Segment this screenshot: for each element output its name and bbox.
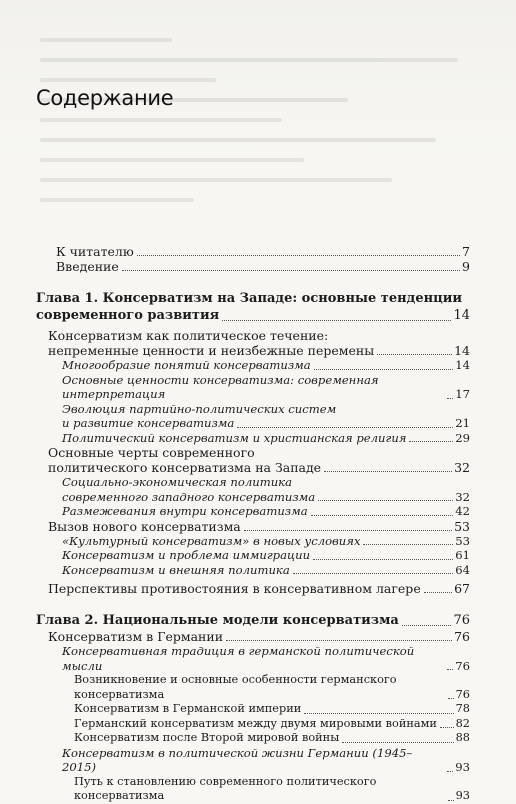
leader-dots: [447, 771, 453, 772]
toc-entry-text: Размежевания внутри консерватизма: [62, 504, 308, 518]
toc-subsection[interactable]: [36, 504, 470, 519]
page-number: 76: [453, 613, 470, 628]
leader-dots: [363, 544, 453, 545]
leader-dots: [342, 742, 453, 743]
leader-dots: [409, 441, 453, 442]
toc-entry-text: и развитие консерватизма: [62, 416, 235, 430]
toc-entry-text: Германский консерватизм между двумя мировыми войнами: [74, 716, 437, 730]
leader-dots: [293, 573, 453, 574]
page-number: 29: [455, 430, 470, 445]
toc-section-main-features[interactable]: [36, 445, 470, 475]
page-number: 61: [455, 548, 470, 562]
page-number: 14: [455, 358, 470, 372]
page-number: 14: [453, 308, 470, 323]
toc-entry-text: Политический консерватизм и христианская религия: [62, 430, 407, 445]
leader-dots: [311, 515, 454, 516]
page-number: 32: [455, 489, 470, 504]
toc-entry-text: Консерватизм и внешняя политика: [62, 562, 290, 577]
toc-entry-text: Консерватизм и проблема иммиграции: [62, 548, 311, 562]
toc-entry-text: Основные ценности консерватизма: современная интерпретация: [62, 372, 379, 401]
page-number: 53: [454, 518, 470, 534]
toc-section-political-current[interactable]: [36, 328, 470, 358]
leader-dots: [304, 713, 453, 714]
leader-dots: [137, 255, 460, 256]
toc-entry-text: политического консерватизма на Западе: [48, 460, 322, 475]
page-number: 14: [454, 343, 470, 358]
leader-dots: [377, 354, 452, 355]
toc-subsection[interactable]: [36, 644, 470, 673]
toc-entry-text: К читателю: [56, 244, 134, 259]
page-number: 17: [455, 387, 470, 401]
page-number: 93: [455, 760, 470, 774]
page-number: 78: [455, 702, 470, 715]
leader-dots: [324, 471, 452, 472]
toc-entry-text: Возникновение и основные особенности германского консерватизма: [74, 673, 397, 701]
leader-dots: [313, 559, 453, 560]
page-number: 67: [454, 581, 470, 596]
toc-entry-text: Вызов нового консерватизма: [48, 518, 241, 534]
page-title: Содержание: [36, 86, 174, 110]
toc-entry-text: Консерватизм после Второй мировой войны: [74, 731, 340, 744]
toc-section-new-conservatism[interactable]: [36, 519, 470, 534]
toc-entry-text: Эволюция партийно-политических систем: [62, 401, 337, 416]
page-number: 64: [455, 562, 470, 577]
toc-subsubsection[interactable]: [36, 717, 470, 732]
page-number: 32: [454, 460, 470, 475]
page-number: 93: [455, 789, 470, 802]
toc-subsection[interactable]: [36, 746, 470, 775]
leader-dots: [222, 320, 451, 321]
page-number: 7: [462, 244, 470, 259]
leader-dots: [122, 270, 460, 271]
page-number: 76: [455, 658, 470, 673]
page-number: 88: [455, 731, 470, 744]
page-number: 76: [454, 629, 470, 644]
toc-entry-text: Консерватизм как политическое течение:: [48, 328, 329, 343]
toc-subsection[interactable]: [36, 548, 470, 563]
toc-subsection[interactable]: [36, 563, 470, 578]
page-number: 21: [455, 416, 470, 430]
toc-entry-text: Консервативная традиция в германской политической мысли: [62, 644, 415, 673]
page-number: 42: [455, 504, 470, 518]
toc-entry-introduction[interactable]: [36, 259, 470, 274]
leader-dots: [448, 698, 454, 699]
toc-entry-text: непременные ценности и неизбежные перемены: [48, 343, 375, 358]
toc-subsubsection[interactable]: [36, 731, 470, 746]
toc-entry-text: современного западного консерватизма: [62, 489, 316, 504]
toc-entry-text: «Культурный консерватизм» в новых условиях: [62, 533, 361, 548]
leader-dots: [244, 530, 452, 531]
leader-dots: [424, 592, 452, 593]
leader-dots: [447, 669, 453, 670]
toc-entry-text: Перспективы противостояния в консервативном лагере: [48, 581, 421, 596]
page-number: 82: [455, 716, 470, 730]
toc-subsection[interactable]: [36, 475, 470, 504]
toc-entry-text: Путь к становлению современного политического консерватизма: [74, 774, 377, 802]
bleed-through-text: [40, 38, 480, 238]
toc-entry-text: Глава 2. Национальные модели консерватизма: [36, 613, 399, 628]
toc-subsubsection[interactable]: [36, 775, 470, 804]
toc-entry-to-reader[interactable]: [36, 244, 470, 259]
leader-dots: [402, 625, 452, 626]
leader-dots: [226, 640, 452, 641]
toc-chapter-2[interactable]: [36, 612, 470, 629]
toc-entry-text: Введение: [56, 259, 119, 274]
toc-subsection[interactable]: [36, 534, 470, 549]
page-number: 9: [462, 259, 470, 274]
toc-entry-text: Глава 1. Консерватизм на Западе: основные тенденции: [36, 291, 462, 306]
toc-subsubsection[interactable]: [36, 702, 470, 717]
leader-dots: [318, 500, 453, 501]
toc-subsubsection[interactable]: [36, 673, 470, 702]
leader-dots: [314, 369, 454, 370]
toc-entry-text: Многообразие понятий консерватизма: [62, 358, 311, 372]
page-number: 76: [455, 687, 470, 701]
toc-section-prospects[interactable]: [36, 581, 470, 596]
leader-dots: [237, 427, 453, 428]
toc-subsection[interactable]: [36, 402, 470, 431]
toc-subsection[interactable]: [36, 431, 470, 446]
toc-entry-text: Консерватизм в Германии: [48, 629, 224, 644]
toc-entry-text: Консерватизм в Германской империи: [74, 702, 302, 715]
page-number: 53: [455, 533, 470, 548]
toc-section-germany[interactable]: [36, 629, 470, 644]
table-of-contents: [36, 244, 470, 804]
toc-entry-text: Социально-экономическая политика: [62, 475, 292, 489]
toc-chapter-1[interactable]: [36, 290, 470, 324]
toc-subsection[interactable]: [36, 358, 470, 373]
leader-dots: [440, 727, 454, 728]
toc-entry-text: современного развития: [36, 308, 220, 323]
leader-dots: [447, 398, 453, 399]
toc-entry-text: Основные черты современного: [48, 445, 255, 460]
toc-subsection[interactable]: [36, 373, 470, 402]
toc-entry-text: Консерватизм в политической жизни Германии (1945–2015): [62, 745, 413, 774]
